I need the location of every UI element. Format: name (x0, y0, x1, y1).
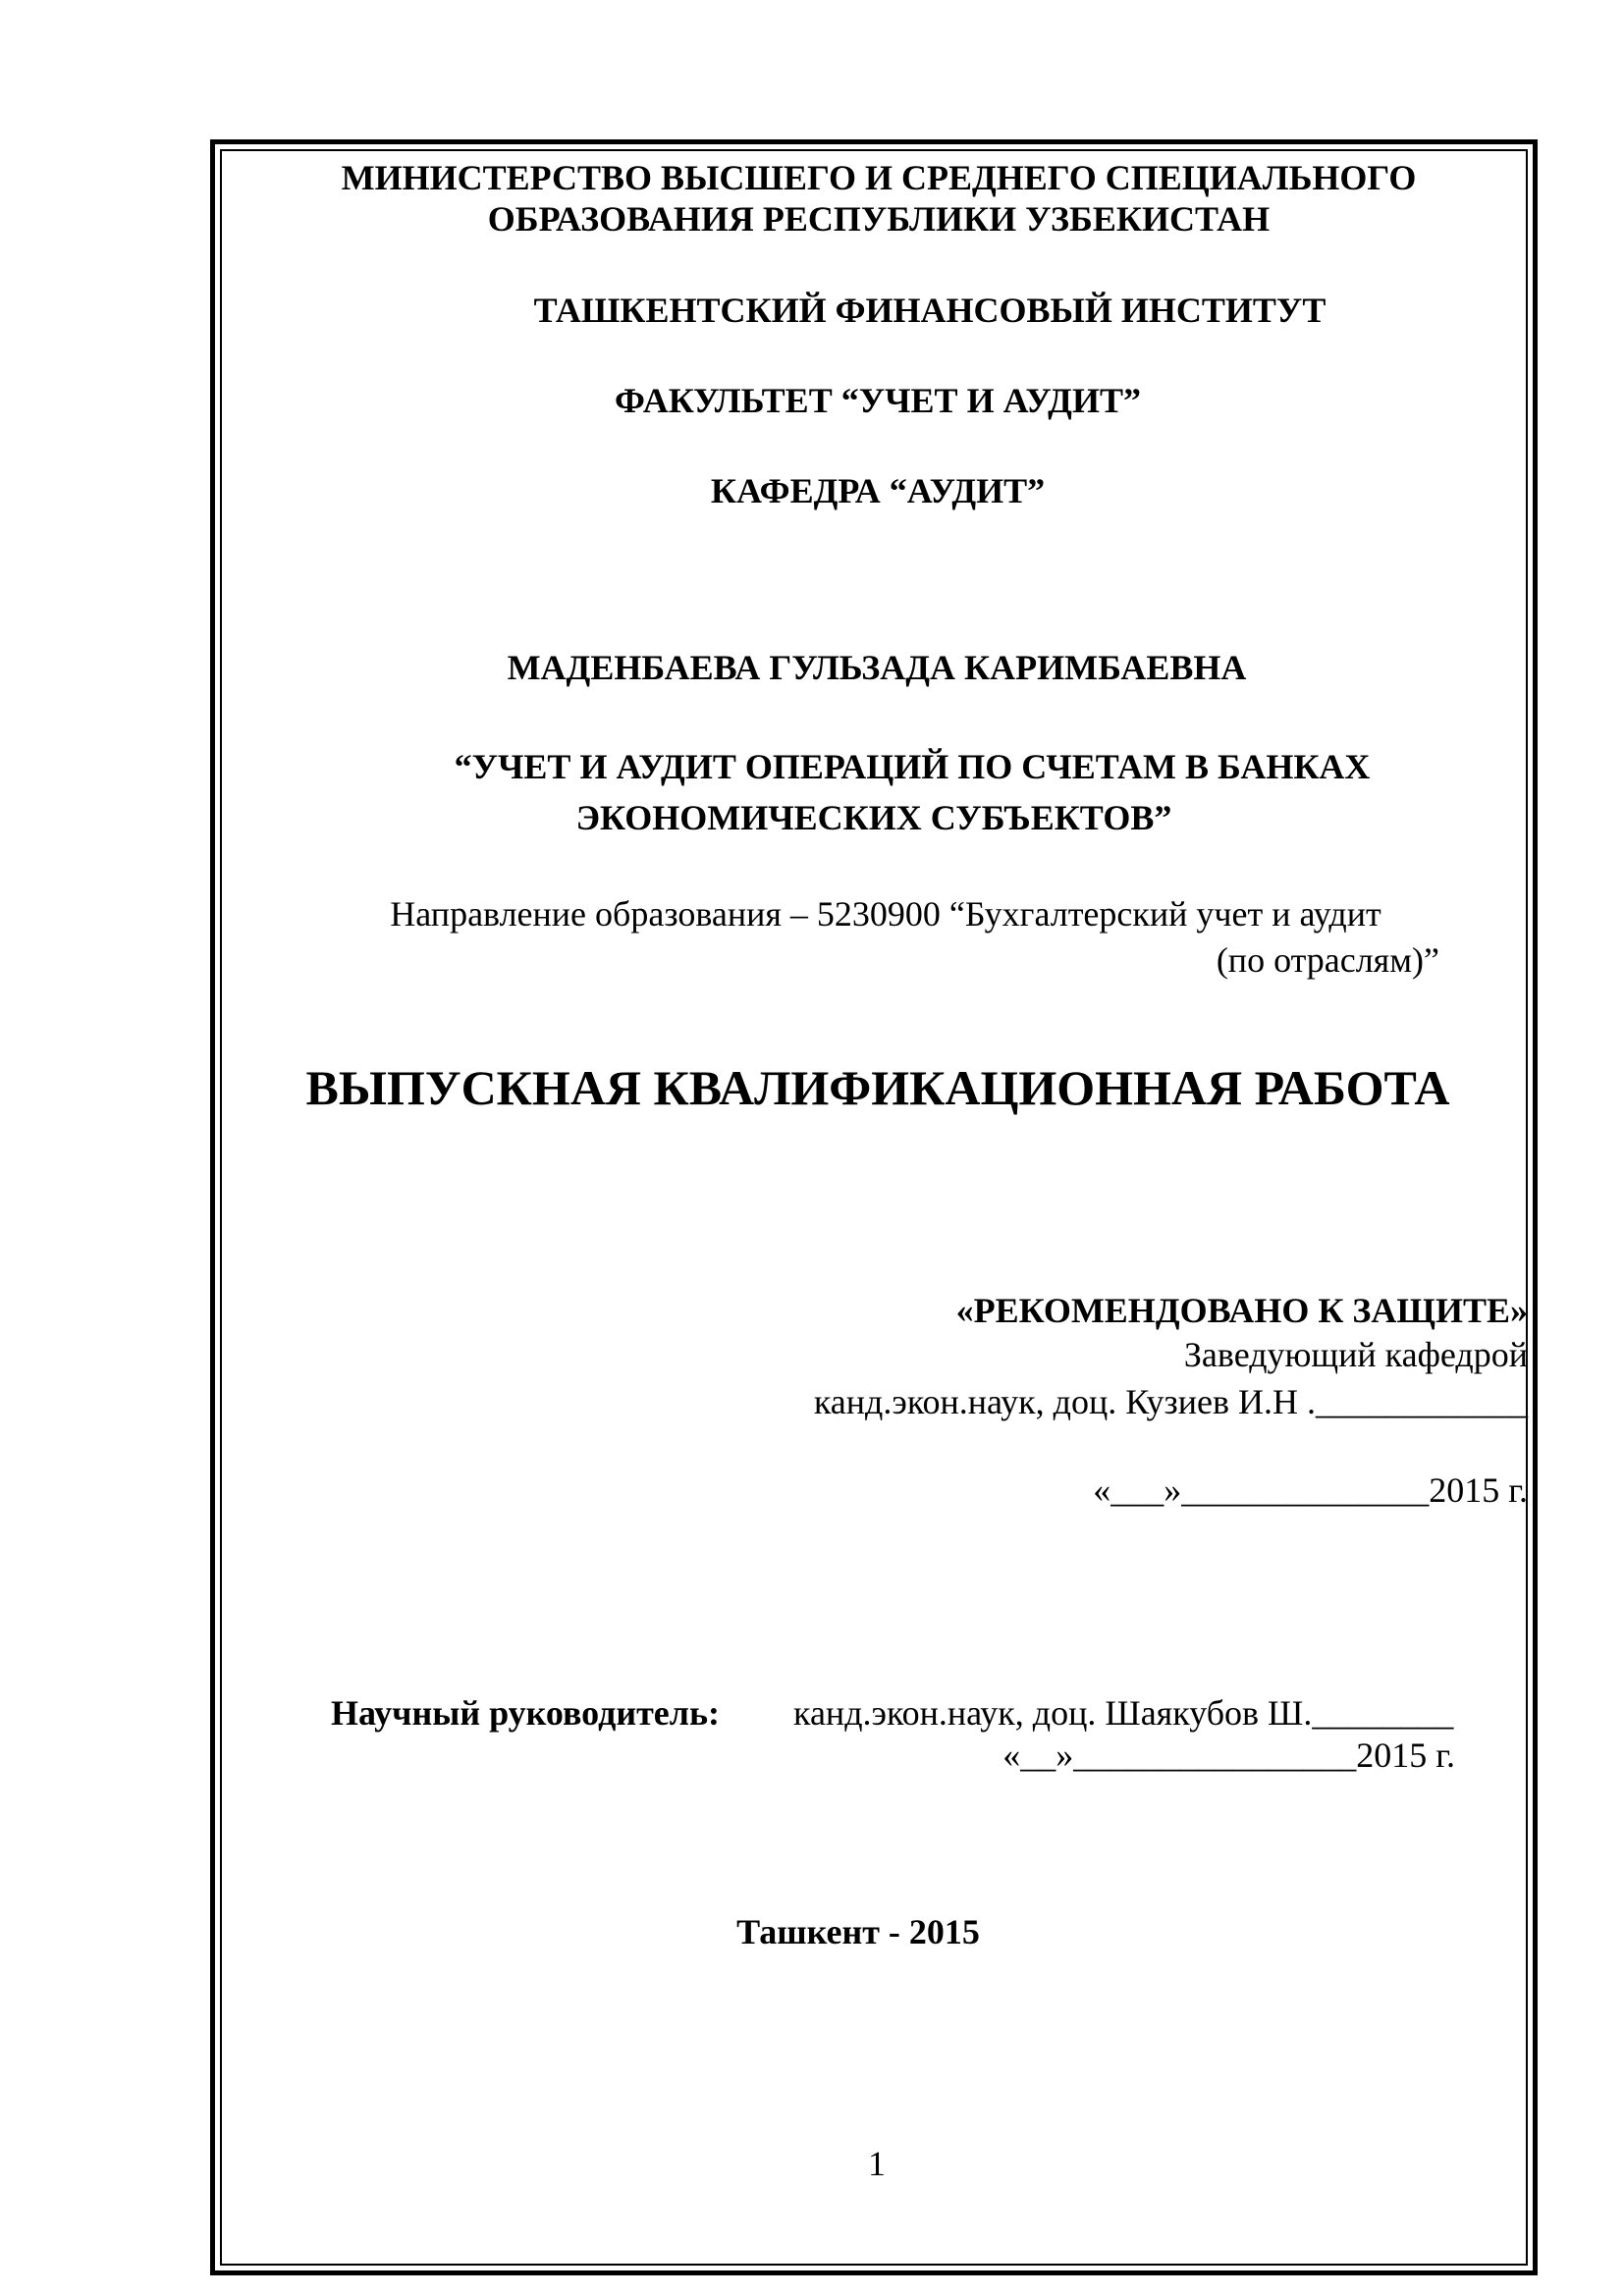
approval-position: Заведующий кафедрой (1183, 1335, 1528, 1374)
thesis-topic-line-1: “УЧЕТ И АУДИТ ОПЕРАЦИЙ ПО СЧЕТАМ В БАНКАХ (454, 747, 1371, 786)
approval-person-signature: канд.экон.наук, доц. Кузиев И.Н .____________ (813, 1382, 1528, 1421)
page-border-frame (210, 139, 1538, 2275)
supervisor-date: «__»________________2015 г. (1002, 1735, 1455, 1775)
ministry-line-1: МИНИСТЕРСТВО ВЫСШЕГО И СРЕДНЕГО СПЕЦИАЛЬНОГО (341, 158, 1417, 197)
supervisor-person-signature: канд.экон.наук, доц. Шаякубов Ш.________ (793, 1693, 1454, 1733)
supervisor-label: Научный руководитель: (331, 1693, 720, 1733)
author-name: МАДЕНБАЕВА ГУЛЬЗАДА КАРИМБАЕВНА (507, 648, 1247, 687)
faculty-name: ФАКУЛЬТЕТ “УЧЕТ И АУДИТ” (615, 381, 1141, 420)
department-name: КАФЕДРА “АУДИТ” (710, 471, 1046, 510)
institute-name: ТАШКЕНТСКИЙ ФИНАНСОВЫЙ ИНСТИТУТ (533, 291, 1326, 330)
approval-heading: «РЕКОМЕНДОВАНО К ЗАЩИТЕ» (955, 1291, 1528, 1330)
approval-date: «___»______________2015 г. (1093, 1470, 1528, 1510)
education-direction-line-2: (по отраслям)” (1216, 940, 1439, 980)
page-number: 1 (868, 2144, 886, 2183)
work-type-title: ВЫПУСКНАЯ КВАЛИФИКАЦИОННАЯ РАБОТА (305, 1060, 1450, 1115)
city-and-year: Ташкент - 2015 (736, 1912, 980, 1951)
thesis-topic-line-2: ЭКОНОМИЧЕСКИХ СУБЪЕКТОВ” (575, 798, 1172, 837)
ministry-line-2: ОБРАЗОВАНИЯ РЕСПУБЛИКИ УЗБЕКИСТАН (487, 199, 1271, 239)
education-direction-line-1: Направление образования – 5230900 “Бухгалтерский учет и аудит (390, 894, 1381, 934)
